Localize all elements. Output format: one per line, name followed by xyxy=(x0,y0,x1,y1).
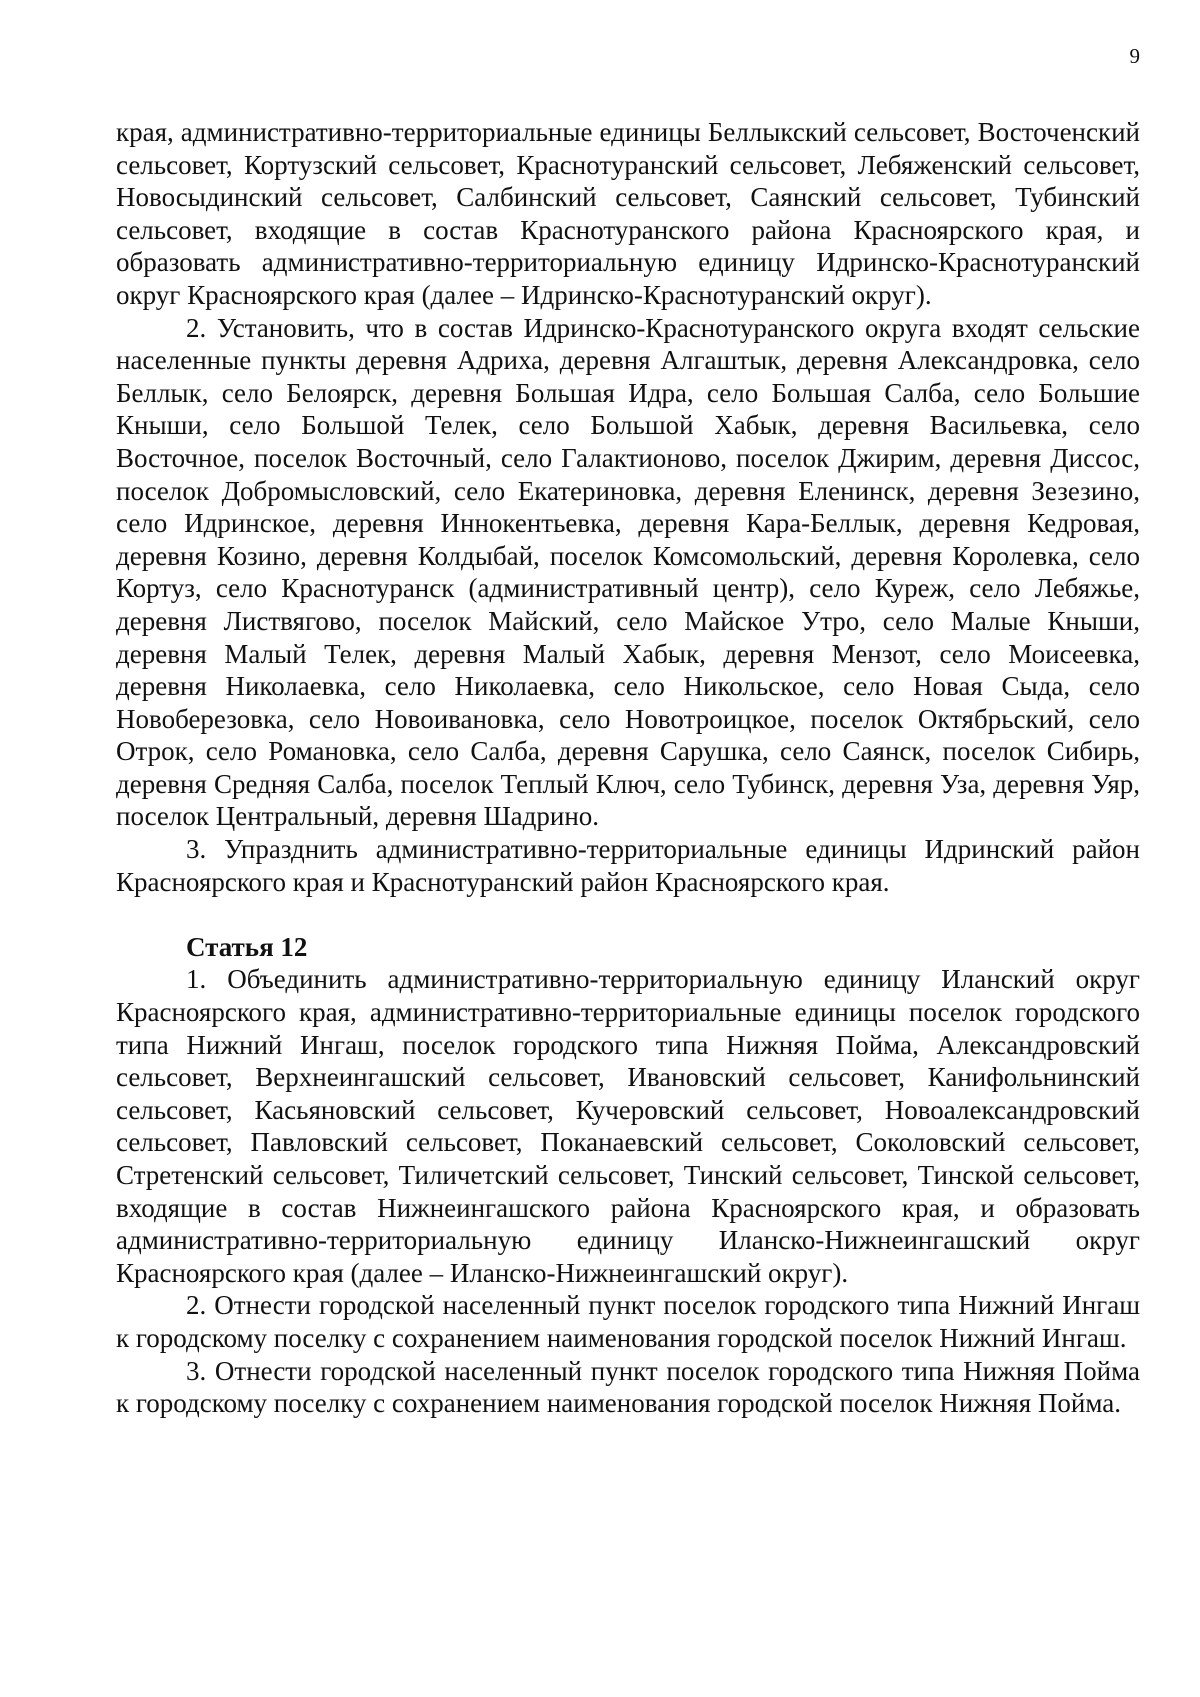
paragraph-article12-item-2: 2. Отнести городской населенный пункт поселок городского типа Нижний Ингаш к городскому поселку с сохранением наименования городской поселок Нижний Ингаш. xyxy=(116,1290,1140,1353)
paragraph-continuation: края, административно-территориальные единицы Беллыкский сельсовет, Восточенский сельсовет, Кортузский сельсовет, Краснотуранский сельсовет, Лебяженский сельсовет, Новосыдинский сельсовет, Салбинский сельсовет, Саянский сельсовет, Тубинский сельсовет, входящие в состав Краснотуранского района Красноярского края, и образовать административно-территориальную единицу Идринско-Краснотуранский округ Красноярского края (далее – Идринско-Краснотуранский округ). xyxy=(116,117,1140,310)
page-number: 9 xyxy=(1129,44,1140,68)
paragraph-item-2: 2. Установить, что в состав Идринско-Краснотуранского округа входят сельские населенные пункты деревня Адриха, деревня Алгаштык, деревня Александровка, село Беллык, село Белоярск, деревня Большая Идра, село Большая Салба, село Большие Кныши, село Большой Телек, село Большой Хабык, деревня Васильевка, село Восточное, поселок Восточный, село Галактионово, поселок Джирим, деревня Диссос, поселок Добромысловский, село Екатериновка, деревня Еленинск, деревня Зезезино, село Идринское, деревня Иннокентьевка, деревня Кара-Беллык, деревня Кедровая, деревня Козино, деревня Колдыбай, поселок Комсомольский, деревня Королевка, село Кортуз, село Краснотуранск (административный центр), село Куреж, село Лебяжье, деревня Листвягово, поселок Майский, село Майское Утро, село Малые Кныши, деревня Малый Телек, деревня Малый Хабык, деревня Мензот, село Моисеевка, деревня Николаевка, село Николаевка, село Никольское, село Новая Сыда, село Новоберезовка, село Новоивановка, село Новотроицкое, поселок Октябрьский, село Отрок, село Романовка, село Салба, деревня Сарушка, село Саянск, поселок Сибирь, деревня Средняя Салба, поселок Теплый Ключ, село Тубинск, деревня Уза, деревня Уяр, поселок Центральный, деревня Шадрино. xyxy=(116,312,1140,832)
paragraph-item-3: 3. Упразднить административно-территориальные единицы Идринский район Красноярского края и Краснотуранский район Красноярского края. xyxy=(116,834,1140,897)
paragraph-article12-item-3: 3. Отнести городской населенный пункт поселок городского типа Нижняя Пойма к городскому поселку с сохранением наименования городской поселок Нижняя Пойма. xyxy=(116,1355,1140,1419)
article-heading: Статья 12 xyxy=(186,931,308,962)
paragraph-article12-item-1: 1. Объединить административно-территориальную единицу Иланский округ Красноярского края, административно-территориальные единицы поселок городского типа Нижний Ингаш, поселок городского типа Нижняя Пойма, Александровский сельсовет, Верхнеингашский сельсовет, Ивановский сельсовет, Канифольнинский сельсовет, Касьяновский сельсовет, Кучеровский сельсовет, Новоалександровский сельсовет, Павловский сельсовет, Поканаевский сельсовет, Соколовский сельсовет, Стретенский сельсовет, Тиличетский сельсовет, Тинский сельсовет, Тинской сельсовет, входящие в состав Нижнеингашского района Красноярского края, и образовать административно-территориальную единицу Иланско-Нижнеингашский округ Красноярского края (далее – Иланско-Нижнеингашский округ). xyxy=(116,964,1140,1288)
document-body xyxy=(116,116,1140,1420)
